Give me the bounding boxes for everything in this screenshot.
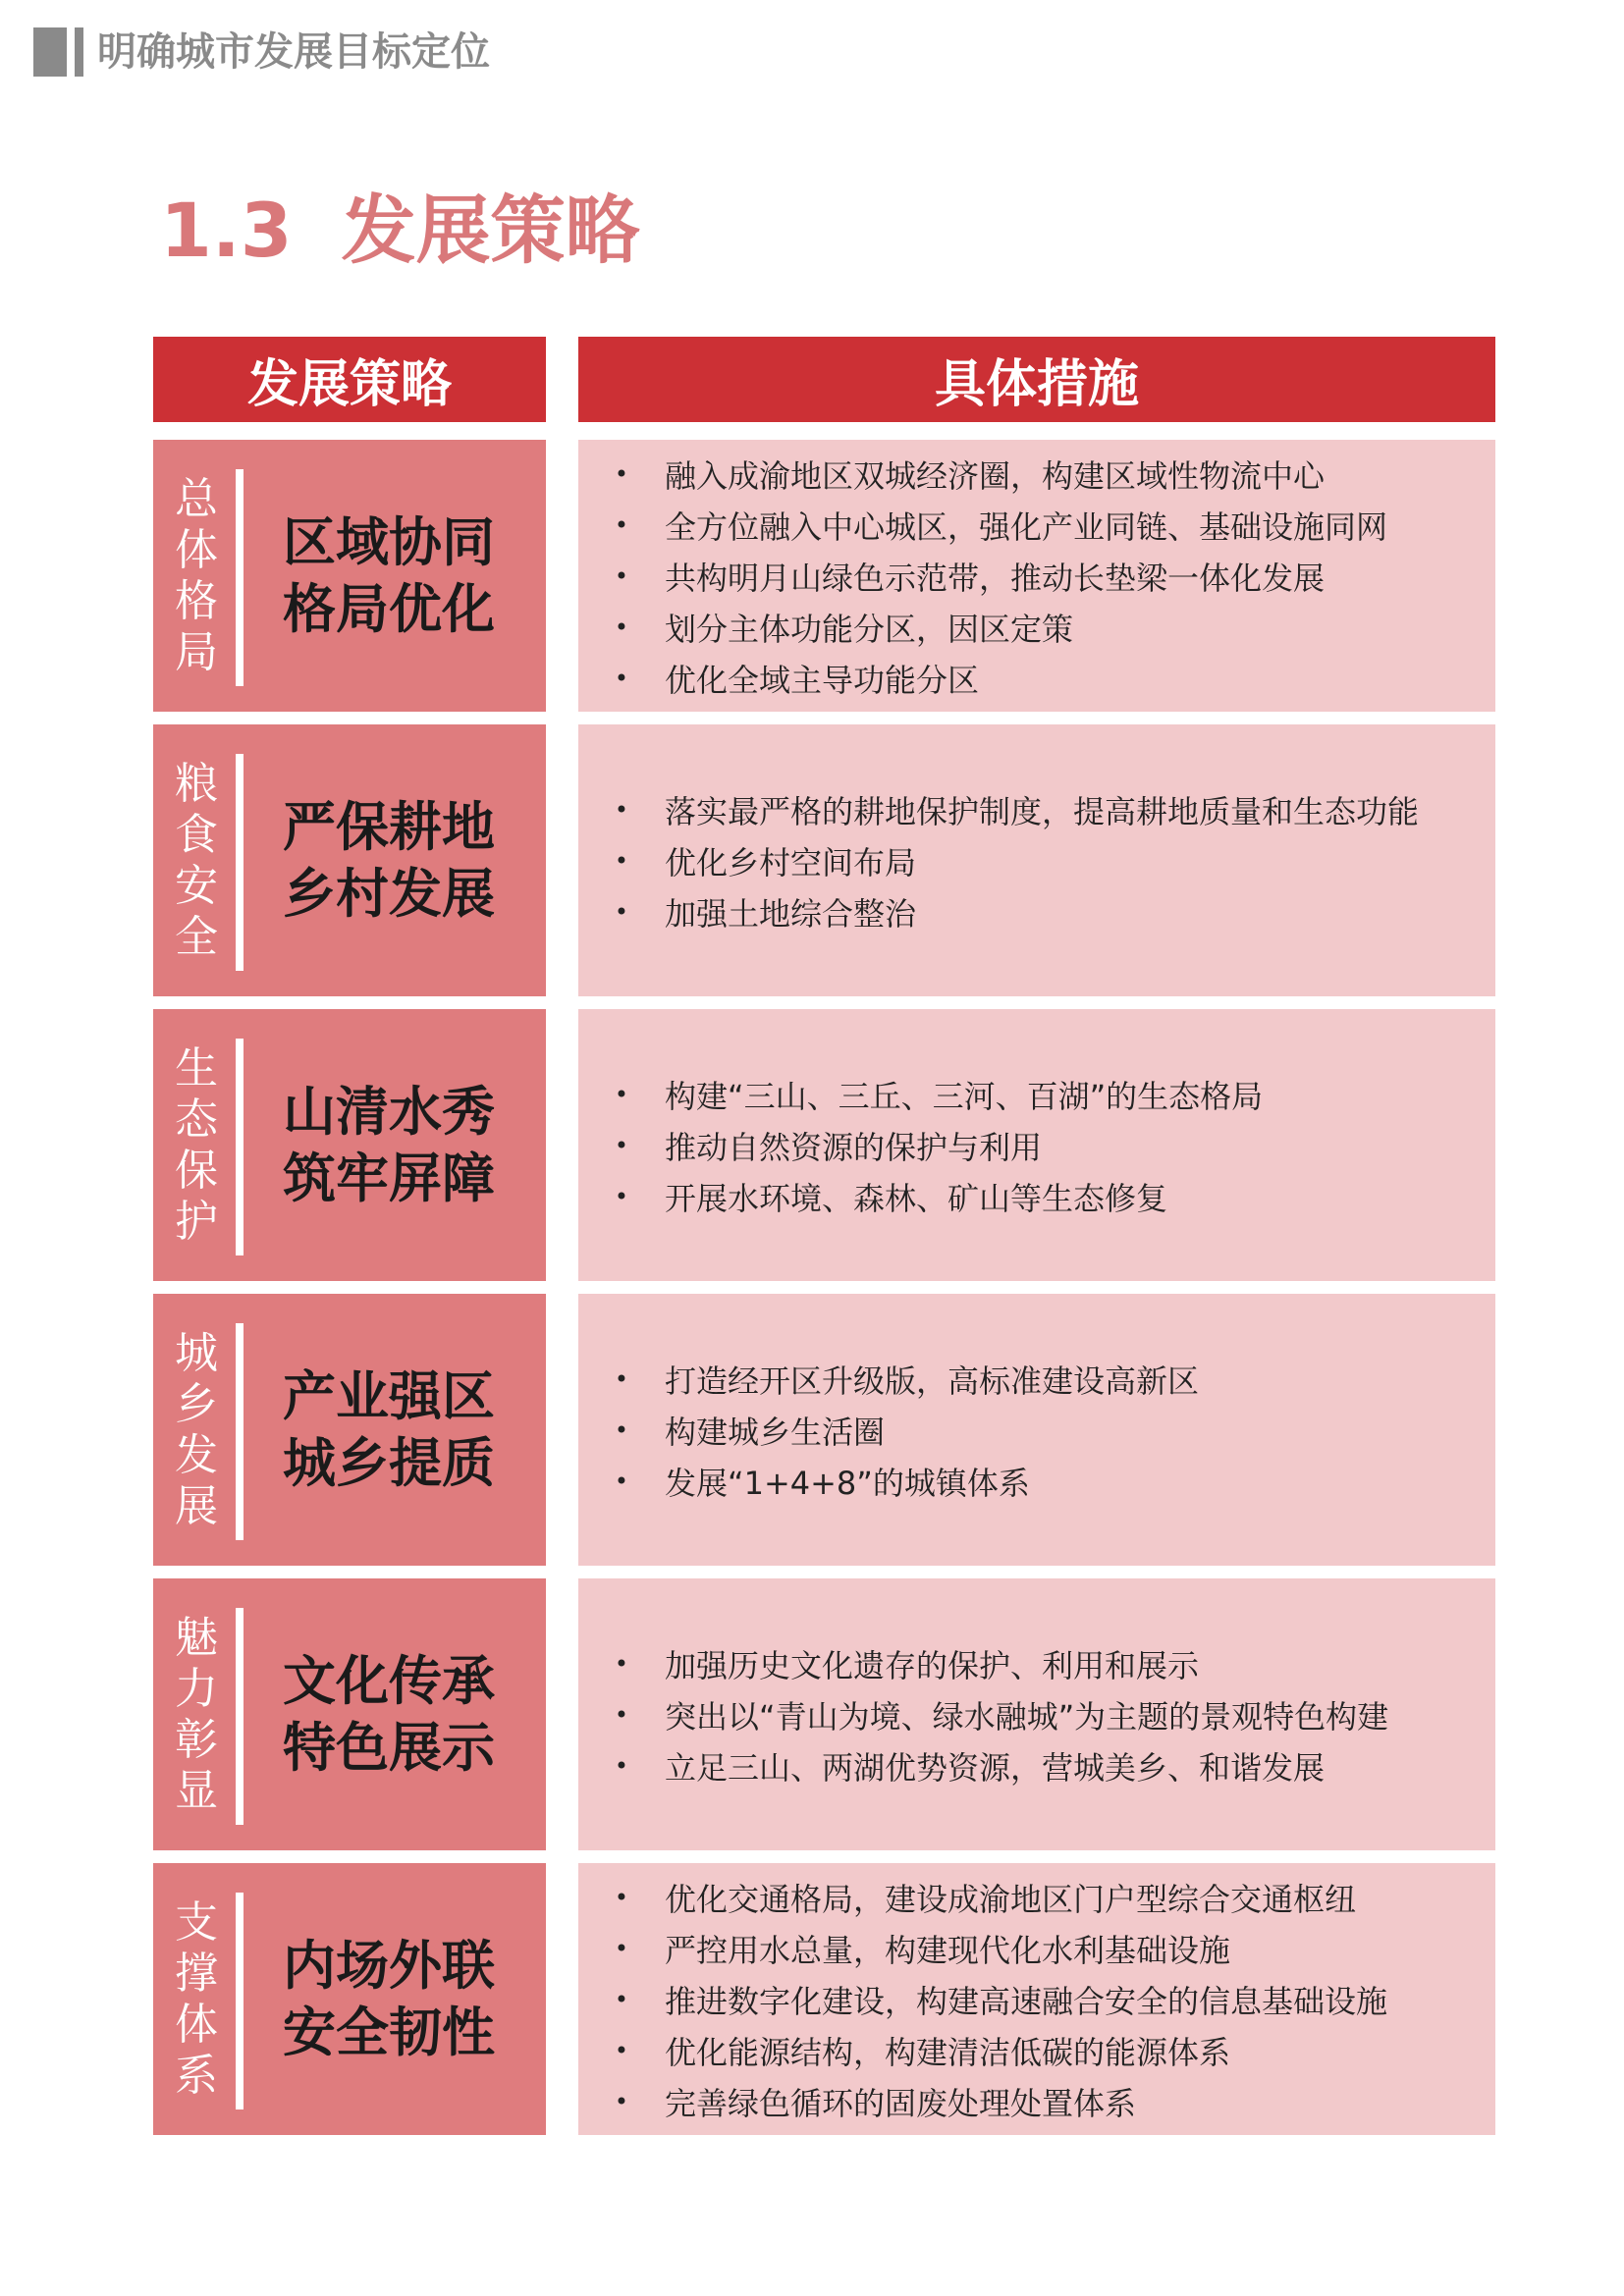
category-char: 展 (175, 1480, 218, 1531)
measure-item (578, 653, 1495, 704)
measure-text: 打造经开区升级版，高标准建设高新区 (665, 1362, 1200, 1400)
measures-cell (578, 724, 1495, 996)
strategy-name (283, 1578, 538, 1850)
strategy-line: 内场外联 (283, 1934, 495, 1997)
category-divider (236, 469, 244, 686)
category-divider (236, 1608, 244, 1825)
header-title: 明确城市发展目标定位 (97, 29, 490, 75)
measure-text: 加强土地综合整治 (665, 894, 917, 933)
measure-text: 构建“三山、三丘、三河、百湖”的生态格局 (665, 1077, 1264, 1115)
measures-list (578, 440, 1495, 712)
bullet-icon: • (614, 1364, 629, 1393)
measure-text: 划分主体功能分区，因区定策 (665, 610, 1074, 648)
header-block-decoration (33, 27, 67, 77)
measure-text: 完善绿色循环的固废处理处置体系 (665, 2084, 1137, 2122)
strategy-line: 乡村发展 (283, 862, 495, 925)
bullet-icon: • (614, 459, 629, 488)
measure-item (578, 2076, 1495, 2127)
category-divider (236, 1039, 244, 1255)
measure-item (578, 449, 1495, 500)
measures-cell (578, 1009, 1495, 1281)
measures-cell (578, 1578, 1495, 1850)
measure-text: 共构明月山绿色示范带，推动长垫梁一体化发展 (665, 559, 1326, 597)
measure-item (578, 1405, 1495, 1456)
measure-text: 严控用水总量，构建现代化水利基础设施 (665, 1931, 1231, 1969)
section-title (160, 187, 640, 275)
category-char: 格 (175, 575, 218, 626)
category-char: 体 (175, 1999, 218, 2050)
category-char: 食 (175, 809, 218, 860)
category-divider (236, 1893, 244, 2109)
measure-item (578, 784, 1495, 835)
measure-item (578, 1069, 1495, 1120)
measure-item (578, 551, 1495, 602)
category-label (171, 1883, 222, 2115)
measure-text: 落实最严格的耕地保护制度，提高耕地质量和生态功能 (665, 792, 1420, 830)
category-char: 全 (175, 911, 218, 962)
category-char: 局 (175, 626, 218, 677)
measures-list (578, 1294, 1495, 1566)
strategy-name (283, 1009, 538, 1281)
bullet-icon: • (614, 613, 629, 641)
column-header-measures: 具体措施 (578, 337, 1495, 422)
category-char: 撑 (175, 1948, 218, 1999)
measure-text: 优化能源结构，构建清洁低碳的能源体系 (665, 2033, 1231, 2071)
bullet-icon: • (614, 897, 629, 926)
category-divider (236, 754, 244, 971)
category-char: 护 (175, 1196, 218, 1247)
category-char: 保 (175, 1145, 218, 1196)
measures-list (578, 724, 1495, 996)
strategy-line: 特色展示 (283, 1716, 495, 1779)
measure-item (578, 1171, 1495, 1222)
measure-text: 融入成渝地区双城经济圈，构建区域性物流中心 (665, 456, 1326, 495)
measure-item (578, 1689, 1495, 1740)
category-char: 发 (175, 1429, 218, 1480)
category-char: 生 (175, 1042, 218, 1094)
measure-text: 突出以“青山为境、绿水融城”为主题的景观特色构建 (665, 1697, 1389, 1735)
strategy-cell (153, 1009, 546, 1281)
measures-cell (578, 440, 1495, 712)
bullet-icon: • (614, 1883, 629, 1911)
strategy-cell (153, 440, 546, 712)
bullet-icon: • (614, 1467, 629, 1495)
measures-list (578, 1578, 1495, 1850)
bullet-icon: • (614, 846, 629, 875)
category-char: 系 (175, 2050, 218, 2101)
category-char: 粮 (175, 758, 218, 809)
measure-item (578, 500, 1495, 551)
bullet-icon: • (614, 664, 629, 692)
strategy-line: 城乡提质 (283, 1431, 495, 1494)
bullet-icon: • (614, 1934, 629, 1962)
strategy-line: 产业强区 (283, 1364, 495, 1427)
measure-text: 推动自然资源的保护与利用 (665, 1128, 1043, 1166)
bullet-icon: • (614, 1131, 629, 1159)
bullet-icon: • (614, 1751, 629, 1780)
column-header-strategy: 发展策略 (153, 337, 546, 422)
measures-cell (578, 1294, 1495, 1566)
measure-item (578, 1638, 1495, 1689)
measure-item (578, 1354, 1495, 1405)
category-label (171, 1598, 222, 1831)
measure-text: 优化乡村空间布局 (665, 843, 917, 881)
measure-text: 发展“1+4+8”的城镇体系 (665, 1464, 1030, 1502)
bullet-icon: • (614, 1080, 629, 1108)
measure-text: 加强历史文化遗存的保护、利用和展示 (665, 1646, 1200, 1684)
strategy-cell (153, 1578, 546, 1850)
strategy-name (283, 724, 538, 996)
bullet-icon: • (614, 1415, 629, 1444)
category-label (171, 744, 222, 977)
strategy-cell (153, 724, 546, 996)
bullet-icon: • (614, 1985, 629, 2013)
measure-text: 优化全域主导功能分区 (665, 661, 980, 699)
measure-item (578, 1923, 1495, 1974)
header-bar-decoration (75, 27, 83, 77)
category-char: 安 (175, 860, 218, 911)
measure-text: 推进数字化建设，构建高速融合安全的信息基础设施 (665, 1982, 1388, 2020)
category-char: 体 (175, 524, 218, 575)
bullet-icon: • (614, 795, 629, 824)
measure-text: 全方位融入中心城区，强化产业同链、基础设施同网 (665, 507, 1388, 546)
category-char: 力 (175, 1663, 218, 1714)
category-char: 彰 (175, 1714, 218, 1765)
measure-item (578, 1740, 1495, 1791)
strategy-line: 筑牢屏障 (283, 1147, 495, 1209)
bullet-icon: • (614, 1649, 629, 1678)
section-title-text: 发展策略 (341, 187, 640, 274)
category-label (171, 1029, 222, 1261)
strategy-line: 严保耕地 (283, 795, 495, 858)
measure-item (578, 1120, 1495, 1171)
bullet-icon: • (614, 510, 629, 539)
bullet-icon: • (614, 1182, 629, 1210)
strategy-name (283, 1863, 538, 2135)
bullet-icon: • (614, 1700, 629, 1729)
category-char: 总 (175, 473, 218, 524)
category-char: 城 (175, 1327, 218, 1378)
section-number: 1.3 (160, 187, 293, 274)
category-char: 乡 (175, 1378, 218, 1429)
bullet-icon: • (614, 2087, 629, 2115)
measure-item (578, 2025, 1495, 2076)
category-label (171, 459, 222, 692)
strategy-cell (153, 1863, 546, 2135)
measure-item (578, 602, 1495, 653)
strategy-name (283, 1294, 538, 1566)
measure-item (578, 1872, 1495, 1923)
measure-text: 构建城乡生活圈 (665, 1413, 886, 1451)
measures-list (578, 1009, 1495, 1281)
category-char: 态 (175, 1094, 218, 1145)
category-label (171, 1313, 222, 1546)
measures-cell (578, 1863, 1495, 2135)
measure-item (578, 835, 1495, 886)
category-char: 支 (175, 1896, 218, 1948)
strategy-line: 格局优化 (283, 577, 495, 640)
measures-list (578, 1863, 1495, 2135)
strategy-line: 山清水秀 (283, 1080, 495, 1143)
strategy-name (283, 440, 538, 712)
category-char: 显 (175, 1765, 218, 1816)
measure-item (578, 886, 1495, 937)
measure-item (578, 1456, 1495, 1507)
measure-text: 开展水环境、森林、矿山等生态修复 (665, 1179, 1168, 1217)
strategy-line: 安全韧性 (283, 2001, 495, 2063)
category-char: 魅 (175, 1612, 218, 1663)
measure-text: 立足三山、两湖优势资源，营城美乡、和谐发展 (665, 1748, 1326, 1787)
bullet-icon: • (614, 2036, 629, 2064)
strategy-line: 文化传承 (283, 1649, 495, 1712)
strategy-line: 区域协同 (283, 510, 495, 573)
page-header (33, 27, 490, 78)
measure-text: 优化交通格局，建设成渝地区门户型综合交通枢纽 (665, 1880, 1357, 1918)
bullet-icon: • (614, 561, 629, 590)
measure-item (578, 1974, 1495, 2025)
strategy-cell (153, 1294, 546, 1566)
category-divider (236, 1323, 244, 1540)
